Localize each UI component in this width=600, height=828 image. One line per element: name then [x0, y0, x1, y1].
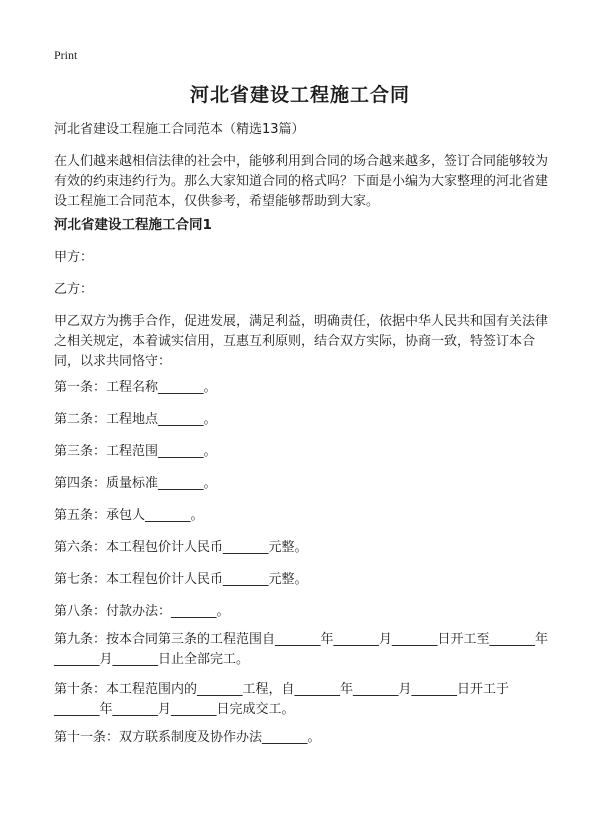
clause-7: 第七条：本工程包价计人民币_______元整。	[54, 572, 308, 587]
clause-6: 第六条：本工程包价计人民币_______元整。	[54, 540, 308, 555]
intro-paragraph: 在人们越来越相信法律的社会中，能够利用到合同的场合越来越多，签订合同能够较为有效的约束违约行为。那么大家知道合同的格式吗？下面是小编为大家整理的河北省建设工程施工合同范本，仅供参考，希望能够帮助到大家。	[54, 154, 549, 209]
print-link[interactable]: Print	[54, 48, 78, 62]
clause-3: 第三条：工程范围_______。	[54, 444, 217, 459]
clause-9: 第九条：按本合同第三条的工程范围自_______年_______月_______日开工至_______年_______月_______日止全部完工。	[54, 632, 549, 667]
document-subtitle: 河北省建设工程施工合同范本（精选13篇）	[54, 122, 305, 137]
clause-2: 第二条：工程地点_______。	[54, 412, 217, 427]
document-title: 河北省建设工程施工合同	[189, 84, 410, 106]
clause-5: 第五条：承包人_______。	[54, 508, 204, 523]
preamble-paragraph: 甲乙双方为携手合作，促进发展，满足利益，明确责任，依据中华人民共和国有关法律之相关规定，本着诚实信用，互惠互利原则，结合双方实际，协商一致，特签订本合同，以求共同恪守：	[54, 314, 549, 369]
section-heading: 河北省建设工程施工合同1	[54, 217, 212, 233]
clause-1: 第一条：工程名称_______。	[54, 380, 217, 395]
clause-11: 第十一条：双方联系制度及协作办法_______。	[54, 730, 321, 745]
party-b-line: 乙方：	[54, 282, 94, 297]
clause-8: 第八条：付款办法：_______。	[54, 604, 230, 619]
clause-4: 第四条：质量标准_______。	[54, 476, 217, 491]
party-a-line: 甲方：	[54, 250, 94, 265]
clause-10: 第十条：本工程范围内的_______工程，自_______年_______月_______日开工于_______年_______月_______日完成交工。	[54, 682, 510, 717]
